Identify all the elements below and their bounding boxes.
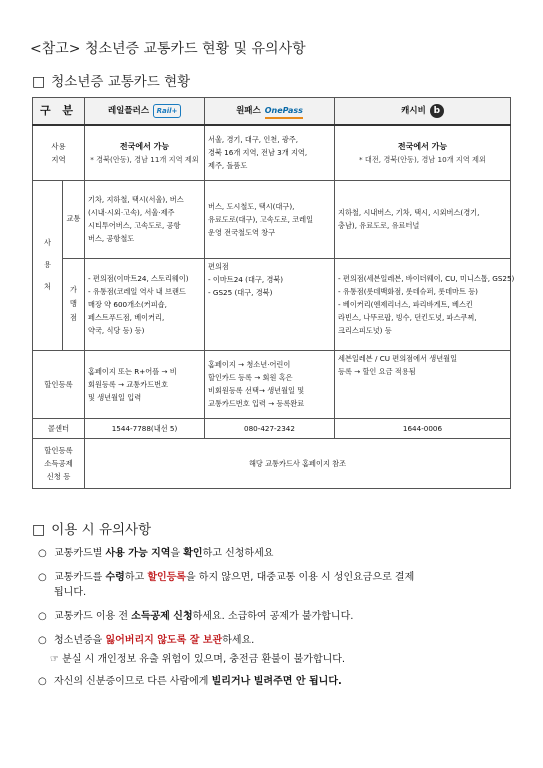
onepass-name: 원패스 (236, 105, 261, 116)
table-row-merchant (33, 258, 511, 350)
discount-label: 할인등록 (33, 350, 85, 418)
caution-item-5: ○ 자신의 신분증이므로 다른 사람에게 빌리거나 빌려주면 안 됩니다. (38, 676, 342, 687)
table-row-callcenter (33, 418, 511, 438)
callcenter-railplus: 1544-7788(내선 5) (85, 418, 205, 438)
section-heading-status-text: 청소년증 교통카드 현황 (51, 74, 191, 90)
transport-label: 교통 (63, 180, 85, 258)
merchant-label: 가 맹 점 (63, 258, 85, 350)
caution-list (32, 546, 512, 698)
circle-bullet-icon: ○ (38, 676, 47, 687)
onepass-logo-icon: OnePass (265, 104, 303, 119)
header-gubun: 구 분 (33, 98, 85, 126)
section-heading-status (32, 70, 190, 90)
table-row-tax (33, 438, 511, 488)
transport-card-table (32, 97, 515, 489)
section-heading-caution-text: 이용 시 유의사항 (51, 522, 152, 538)
callcenter-onepass: 080-427-2342 (205, 418, 335, 438)
merchant-railplus: - 편의점(이마트24, 스토리웨이) - 유통점(코레일 역사 내 브랜드 매장 약 600개소(커피숍, 페스트푸드점, 베이커리, 약국, 식당 등) 등) (85, 258, 205, 350)
header-onepass (205, 98, 335, 126)
cashbee-name: 캐시비 (401, 105, 426, 116)
header-cashbee (335, 98, 511, 126)
merchant-cashbee: - 편의점(세븐일레븐, 바이더웨이, CU, 미니스톱, GS25) - 유통점(롯데백화점, 롯데슈퍼, 롯데마트 등) - 베이커리(엔제리너스, 파리바게트, 베스킨 라빈스, 나뚜르팝, 빙수, 던킨도넛, 파스쿠찌, 크리스피도넛) 등 (335, 258, 511, 350)
table-row-discount (33, 350, 511, 418)
caution-sub-note: ☞ 분실 시 개인정보 유출 위험이 있으며, 충전금 환불이 불가합니다. (50, 654, 346, 665)
circle-bullet-icon: ○ (38, 572, 47, 583)
checkbox-square-icon: □ (32, 74, 46, 90)
header-railplus (85, 98, 205, 126)
discount-railplus: 홈페이지 또는 R+어플 → 비 회원등록 → 교통카드번호 및 생년월일 입력 (85, 350, 205, 418)
caution-item-2: ○ 교통카드를 수령하고 할인등록을 하지 않으면, 대중교통 이용 시 성인요금으로 결제 됩니다. (38, 572, 415, 598)
caution-item-1: ○ 교통카드별 사용 가능 지역을 확인하고 신청하세요 (38, 548, 274, 559)
transport-onepass: 버스, 도시철도, 택시(대구), 유료도로(대구), 고속도로, 코레일 운영 전국철도역 창구 (205, 180, 335, 258)
circle-bullet-icon: ○ (38, 611, 47, 622)
merchant-onepass: 편의점 - 이마트24 (대구, 경북) - GS25 (대구, 경북) (205, 258, 335, 350)
checkbox-square-icon: □ (32, 522, 46, 538)
region-label: 사용 지역 (33, 125, 85, 180)
callcenter-cashbee: 1644-0006 (335, 418, 511, 438)
caution-item-4: ○ 청소년증을 잃어버리지 않도록 잘 보관하세요. (38, 635, 255, 646)
caution-item-3: ○ 교통카드 이용 전 소득공제 신청하세요. 소급하여 공제가 불가합니다. (38, 611, 354, 622)
transport-railplus: 기차, 지하철, 택시(서울), 버스 (시내·시외·고속), 서울·제주 시티투어버스, 고속도로, 공항 버스, 공항철도 (85, 180, 205, 258)
page-title: <참고> 청소년증 교통카드 현황 및 유의사항 (30, 41, 306, 57)
table-row-region (33, 125, 511, 180)
table-row-transport (33, 180, 511, 258)
tax-value: 해당 교통카드사 홈페이지 참조 (85, 438, 511, 488)
section-heading-caution (32, 518, 151, 538)
pointing-hand-icon: ☞ (50, 654, 59, 665)
region-railplus: 전국에서 가능 * 경북(안동), 경남 11개 지역 제외 (85, 125, 205, 180)
transport-cashbee: 지하철, 시내버스, 기차, 택시, 시외버스(경기, 충남), 유료도로, 유료터널 (335, 180, 511, 258)
usage-label: 사 용 처 (33, 180, 63, 350)
discount-cashbee: 세븐일레븐 / CU 편의점에서 생년월일 등록 → 할인 요금 적용됨 (335, 350, 511, 418)
cashbee-logo-icon: b (430, 104, 444, 118)
railplus-logo-icon: Rail+ (153, 104, 181, 118)
region-cashbee: 전국에서 가능 * 대전, 경북(안동), 경남 10개 지역 제외 (335, 125, 511, 180)
discount-onepass: 홈페이지 → 청소년·어린이 할인카드 등록 → 회원 혹은 비회원등록 선택→ 생년월일 및 교통카드번호 입력 → 등록완료 (205, 350, 335, 418)
table-header-row (33, 98, 511, 126)
tax-label: 할인등록 소득공제 신청 등 (33, 438, 85, 488)
circle-bullet-icon: ○ (38, 548, 47, 559)
region-onepass: 서울, 경기, 대구, 인천, 광주, 경북 16개 지역, 전남 3개 지역, 제주, 돌품도 (205, 125, 335, 180)
circle-bullet-icon: ○ (38, 635, 47, 646)
railplus-name: 레일플러스 (107, 105, 150, 116)
callcenter-label: 콜센터 (33, 418, 85, 438)
